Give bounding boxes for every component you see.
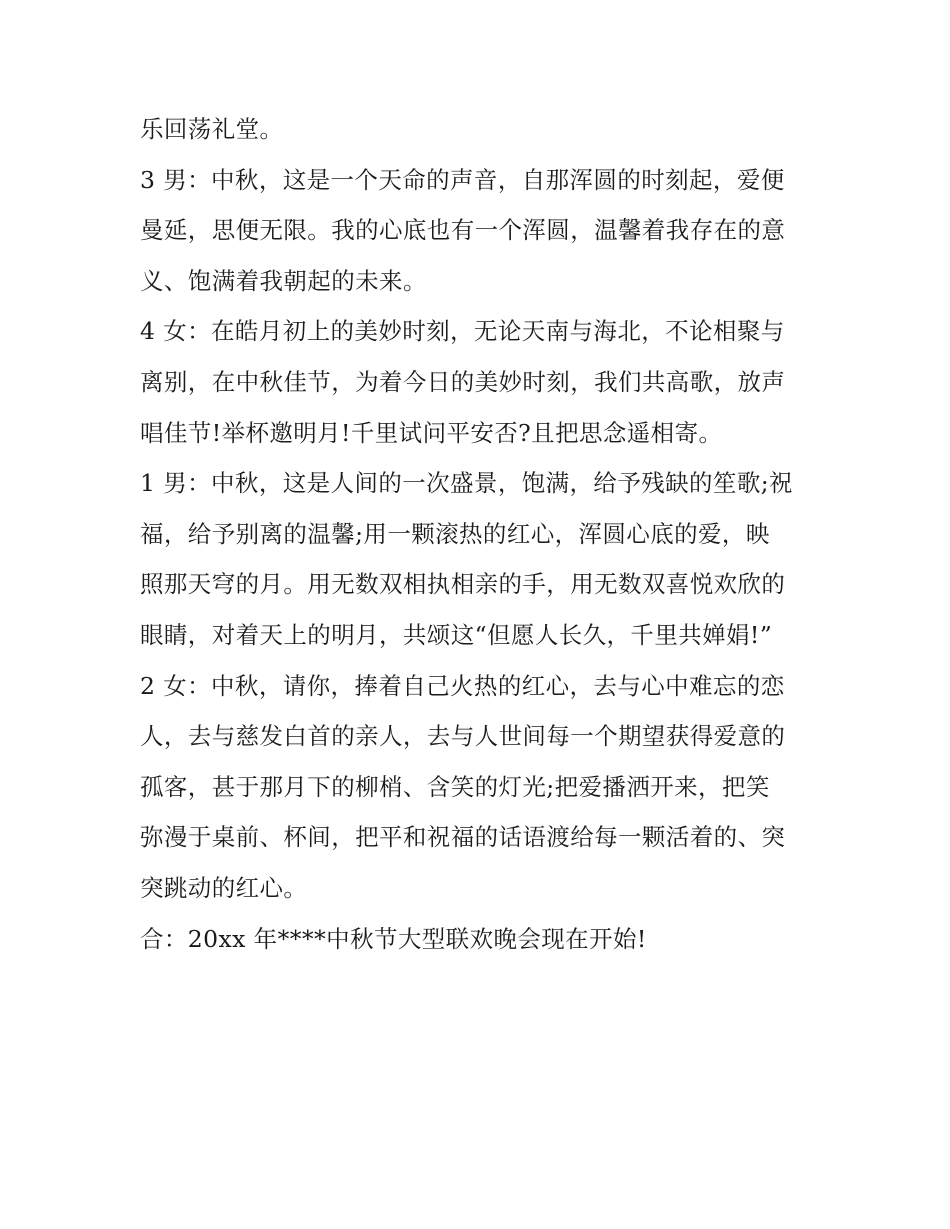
text-line: 1 男：中秋，这是人间的一次盛景，饱满，给予残缺的笙歌;祝 (140, 469, 793, 498)
text-line: 人，去与慈发白首的亲人，去与人世间每一个期望获得爱意的 (140, 722, 786, 751)
text-line: 离别，在中秋佳节，为着今日的美妙时刻，我们共高歌，放声 (140, 367, 786, 396)
document-body (140, 104, 820, 964)
text-line: 曼延，思便无限。我的心底也有一个浑圆，温馨着我存在的意 (140, 216, 786, 245)
text-line: 3 男：中秋，这是一个天命的声音，自那浑圆的时刻起，爱便 (140, 165, 785, 194)
text-line: 孤客，甚于那月下的柳梢、含笑的灯光;把爱播洒开来，把笑 (140, 772, 770, 801)
text-line: 4 女：在皓月初上的美妙时刻，无论天南与海北，不论相聚与 (140, 317, 785, 346)
text-line: 唱佳节!举杯邀明月!千里试问平安否?且把思念遥相寄。 (140, 418, 723, 447)
text-line: 乐回荡礼堂。 (140, 115, 284, 143)
text-line: 义、饱满着我朝起的未来。 (140, 266, 427, 295)
text-line: 眼睛，对着天上的明月，共颂这“但愿人长久，千里共婵娟!” (140, 620, 773, 649)
text-line: 突跳动的红心。 (140, 873, 308, 902)
text-line: 照那天穹的月。用无数双相执相亲的手，用无数双喜悦欢欣的 (140, 570, 786, 599)
text-line: 合：20xx 年****中秋节大型联欢晚会现在开始! (140, 924, 647, 953)
text-line: 福，给予别离的温馨;用一颗滚热的红心，浑圆心底的爱，映 (140, 519, 770, 548)
text-line: 2 女：中秋，请你，捧着自己火热的红心，去与心中难忘的恋 (140, 671, 785, 700)
text-line: 弥漫于桌前、杯间，把平和祝福的话语渡给每一颗活着的、突 (140, 823, 786, 852)
